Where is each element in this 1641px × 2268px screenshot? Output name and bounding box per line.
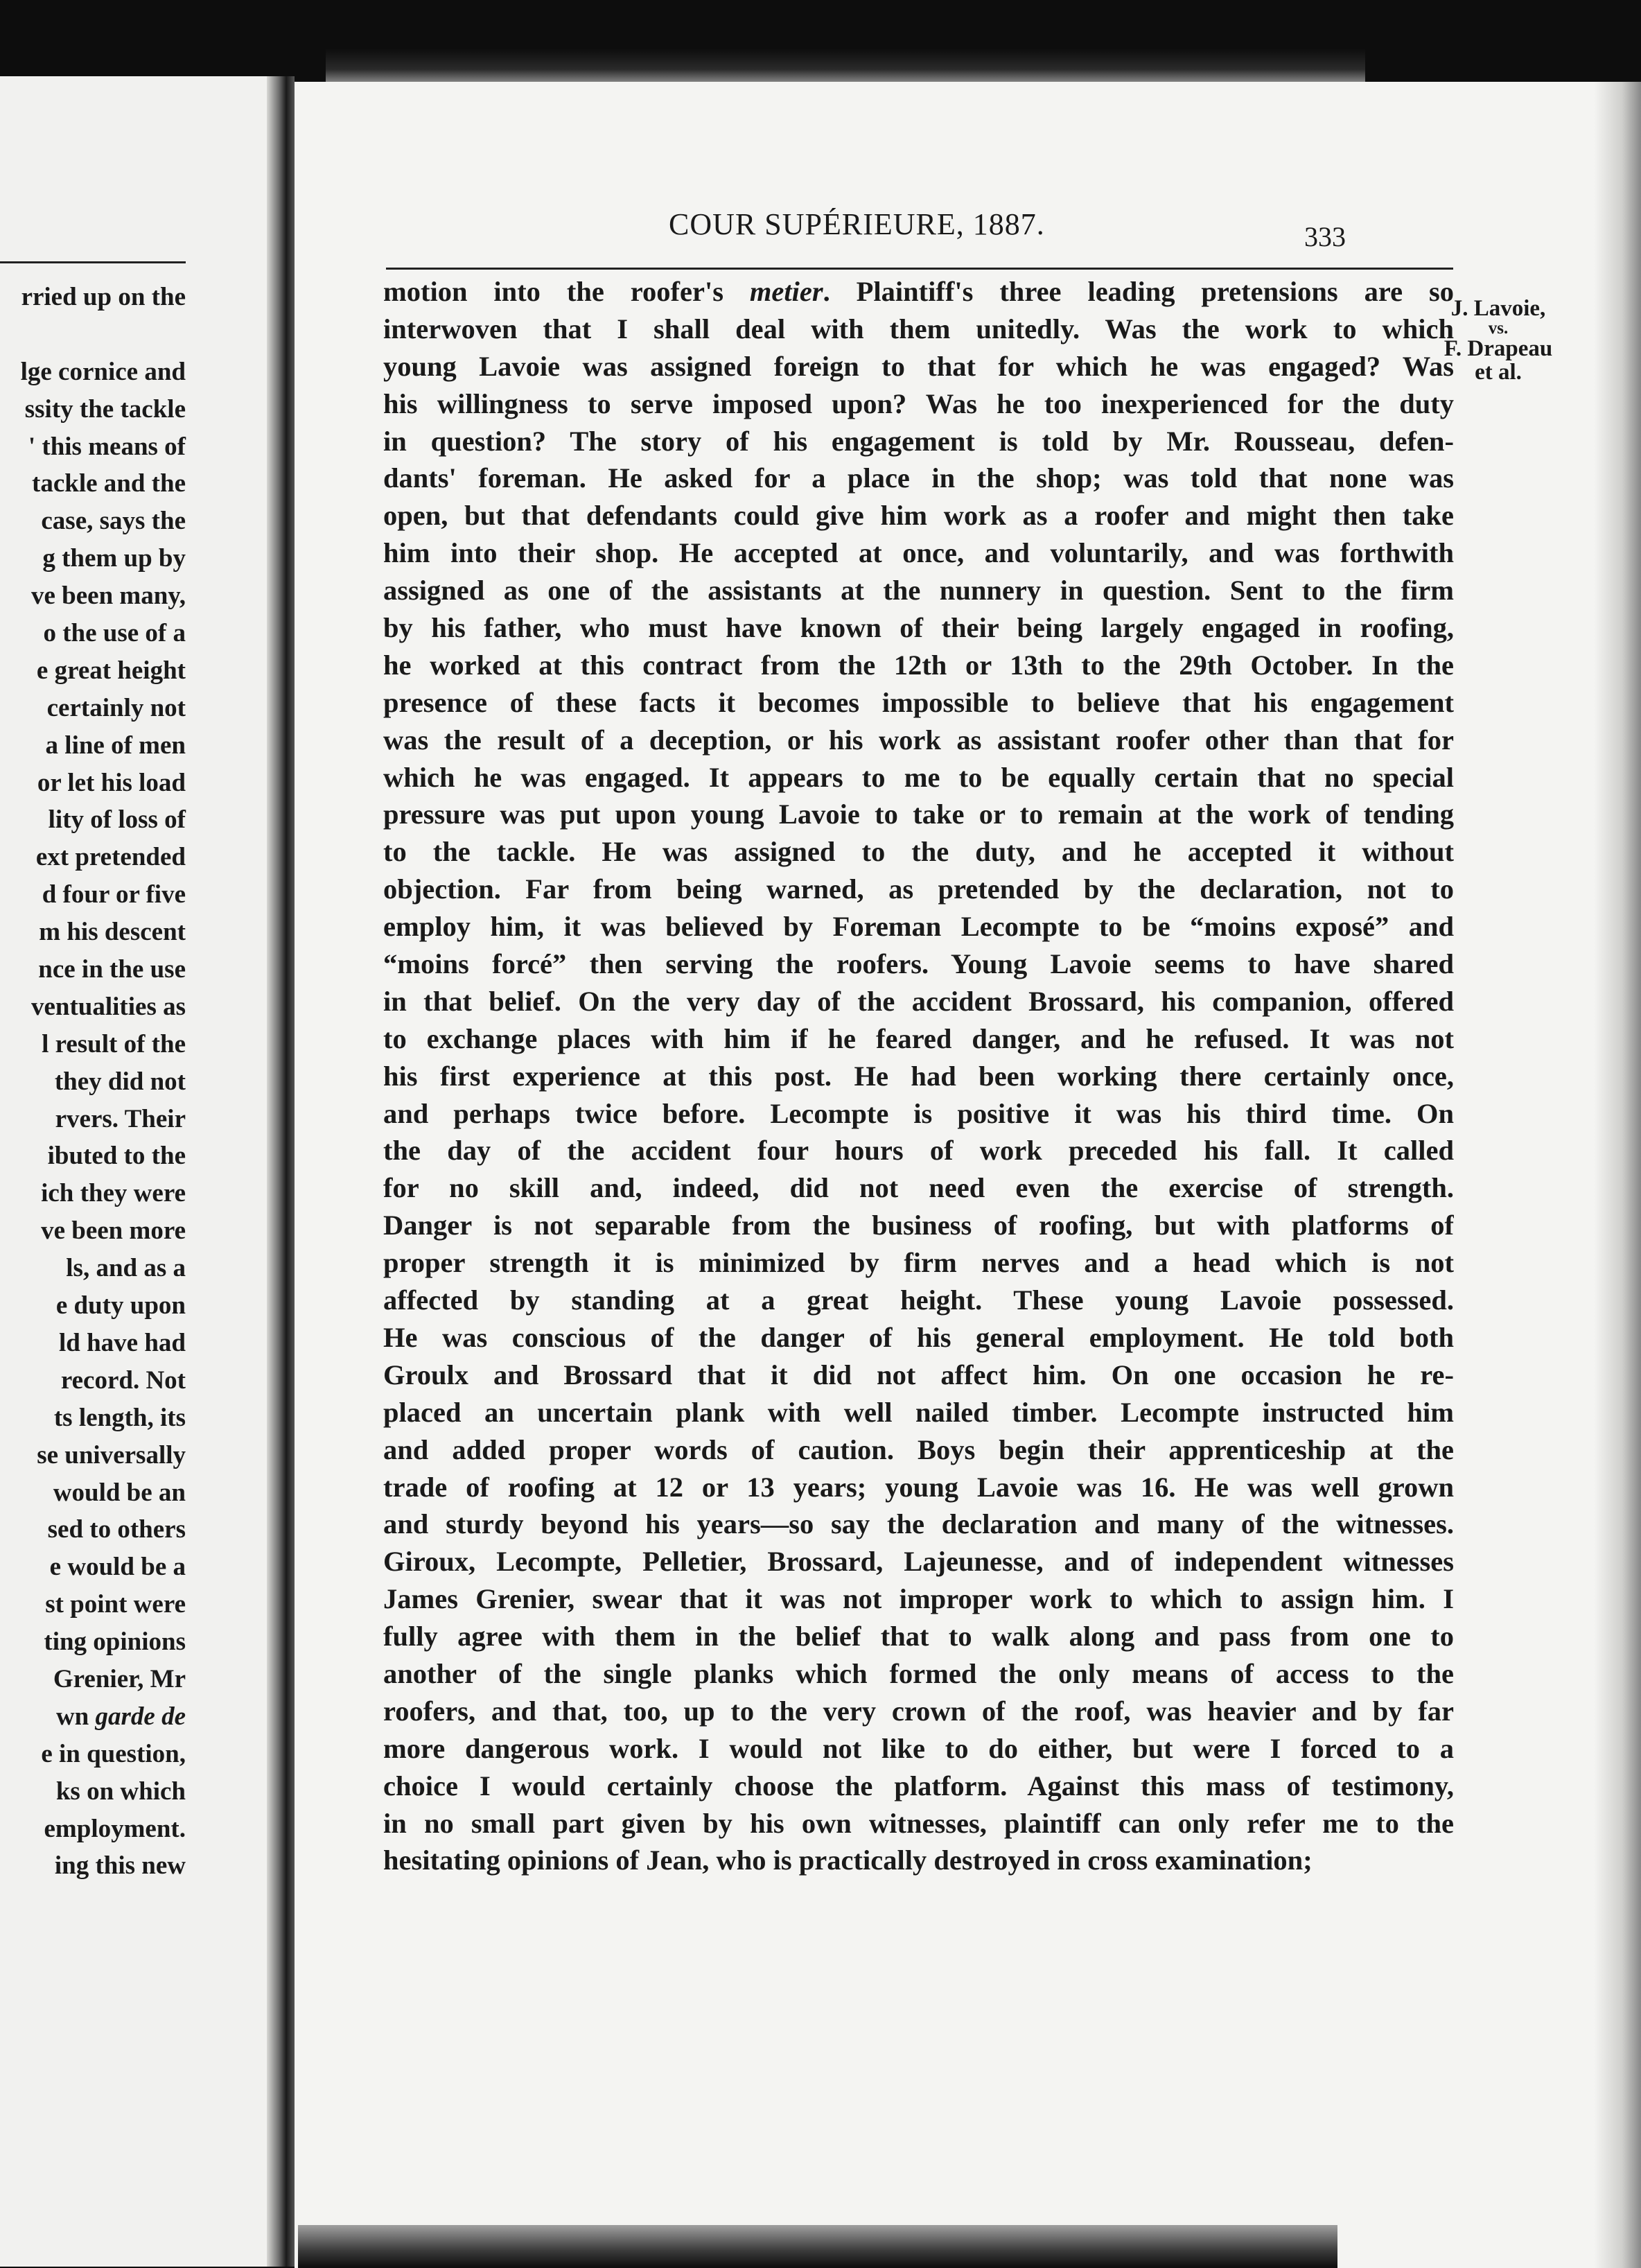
body-line: placed an uncertain plank with well nailed timber. Lecompte instructed him xyxy=(383,1396,1454,1428)
body-line: his willingness to serve imposed upon? Was he too inexperienced for the duty xyxy=(383,387,1454,419)
page-number: 333 xyxy=(1304,221,1346,252)
body-line: to the tackle. He was assigned to the duty, and he accepted it without xyxy=(383,836,1454,868)
head-rule xyxy=(386,268,1453,270)
left-page-line: ts length, its xyxy=(53,1403,186,1432)
body-line: pressure was put upon young Lavoie to take or to remain at the work of tending xyxy=(383,799,1454,830)
body-line: motion into the roofer's metier. Plaintiff's three leading pretensions are so xyxy=(383,276,1454,307)
left-page-line: ve been more xyxy=(41,1216,186,1246)
body-line: James Grenier, swear that it was not improper work to which to assign him. I xyxy=(383,1583,1454,1615)
left-page-line: e would be a xyxy=(49,1553,186,1582)
body-line: dants' foreman. He asked for a place in the shop; was told that none was xyxy=(383,462,1454,494)
left-page-line: or let his load xyxy=(37,768,186,797)
body-line: his first experience at this post. He had been working there certainly once, xyxy=(383,1060,1454,1092)
left-page-line: rried up on the xyxy=(21,283,186,311)
left-page-line: lity of loss of xyxy=(48,805,186,835)
left-page-line: ich they were xyxy=(41,1179,186,1208)
body-line: trade of roofing at 12 or 13 years; young Lavoie was 16. He was well grown xyxy=(383,1471,1454,1503)
left-page-line: tackle and the xyxy=(32,469,186,498)
left-page-line: ventualities as xyxy=(30,992,186,1021)
left-page-line: lge cornice and xyxy=(20,357,186,386)
left-page-line: ing this new xyxy=(54,1851,186,1881)
body-line: Danger is not separable from the business of roofing, but with platforms of xyxy=(383,1210,1454,1241)
body-line: presence of these facts it becomes impossible to believe that his engagement xyxy=(383,686,1454,718)
italic-word: garde de xyxy=(95,1702,186,1731)
body-line: fully agree with them in the belief that to walk along and pass from one to xyxy=(383,1621,1454,1652)
body-line: Giroux, Lecompte, Pelletier, Brossard, Lajeunesse, and of independent witnesses xyxy=(383,1546,1454,1578)
margin-note-et-al: et al. xyxy=(1475,360,1522,385)
left-page-line: Grenier, Mr xyxy=(53,1664,186,1693)
body-line: and sturdy beyond his years—so say the declaration and many of the witnesses. xyxy=(383,1508,1454,1540)
body-line: Groulx and Brossard that it did not affect him. On one occasion he re- xyxy=(383,1359,1454,1390)
left-page-line: certainly not xyxy=(46,693,186,722)
left-page-line: ks on which xyxy=(55,1777,186,1806)
left-page-line: ls, and as a xyxy=(66,1254,186,1283)
left-page-line: ibuted to the xyxy=(47,1142,186,1171)
left-head-rule xyxy=(0,261,186,263)
left-page-line: o the use of a xyxy=(43,619,186,648)
body-line: by his father, who must have known of their being largely engaged in roofing, xyxy=(383,612,1454,644)
body-line: and perhaps twice before. Lecompte is positive it was his third time. On xyxy=(383,1097,1454,1129)
body-line: him into their shop. He accepted at once, and voluntarily, and was forthwith xyxy=(383,537,1454,569)
body-line: He was conscious of the danger of his general employment. He told both xyxy=(383,1321,1454,1353)
left-page-line: record. Not xyxy=(60,1366,186,1395)
body-line: in question? The story of his engagement is told by Mr. Rousseau, defen- xyxy=(383,425,1454,457)
left-page-line: l result of the xyxy=(42,1029,186,1058)
left-page-line: e great height xyxy=(36,656,186,685)
scan-bottom-edge xyxy=(298,2225,1337,2268)
left-page-line: nce in the use xyxy=(38,955,186,984)
body-line: to exchange places with him if he feared danger, and he refused. It was not xyxy=(383,1022,1454,1054)
body-text xyxy=(383,273,1454,1879)
body-line: which he was engaged. It appears to me to be equally certain that no special xyxy=(383,761,1454,793)
body-line: was the result of a deception, or his work as assistant roofer other than that for xyxy=(383,724,1454,756)
page-333 xyxy=(295,82,1641,2268)
left-page-line: d four or five xyxy=(42,880,186,909)
body-line: for no skill and, indeed, did not need even the exercise of strength. xyxy=(383,1172,1454,1204)
left-page-line: ting opinions xyxy=(44,1628,186,1657)
body-line: in no small part given by his own witnesses, plaintiff can only refer me to the xyxy=(383,1807,1454,1839)
left-page-line: m his descent xyxy=(39,918,186,947)
body-line: interwoven that I shall deal with them unitedly. Was the work to which xyxy=(383,313,1454,344)
body-line: proper strength it is minimized by firm nerves and a head which is not xyxy=(383,1247,1454,1279)
body-line: open, but that defendants could give him work as a roofer and might then take xyxy=(383,500,1454,532)
body-line: employ him, it was believed by Foreman Lecompte to be “moins exposé” and xyxy=(383,911,1454,943)
left-page-line: ssity the tackle xyxy=(24,394,186,424)
scan-top-edge xyxy=(326,49,1365,83)
page-right-edge xyxy=(1594,82,1641,2268)
left-page-line: rvers. Their xyxy=(55,1104,186,1133)
left-page-line: ext pretended xyxy=(35,843,186,872)
body-line: and added proper words of caution. Boys begin their apprenticeship at the xyxy=(383,1433,1454,1465)
left-page-line: e in question, xyxy=(41,1739,186,1768)
margin-note-defendant: F. Drapeau xyxy=(1443,336,1553,361)
body-line: more dangerous work. I would not like to do either, but were I forced to a xyxy=(383,1732,1454,1764)
left-page-line: employment. xyxy=(44,1814,186,1843)
body-line: hesitating opinions of Jean, who is practically destroyed in cross examination; xyxy=(383,1844,1313,1876)
left-page-line: ' this means of xyxy=(28,432,186,461)
left-page-line: they did not xyxy=(54,1067,186,1096)
left-page-line: case, says the xyxy=(41,507,186,536)
left-page-line: would be an xyxy=(53,1478,186,1507)
left-page-line xyxy=(0,316,186,354)
left-page-line: g them up by xyxy=(42,544,186,573)
left-page-line: e duty upon xyxy=(55,1291,186,1320)
body-line: affected by standing at a great height. These young Lavoie possessed. xyxy=(383,1284,1454,1316)
body-line: he worked at this contract from the 12th or 13th to the 29th October. In the xyxy=(383,649,1454,681)
running-head: COUR SUPÉRIEURE, 1887. xyxy=(669,207,1045,241)
body-line: another of the single planks which formed the only means of access to the xyxy=(383,1657,1454,1689)
margin-note-plaintiff: J. Lavoie, xyxy=(1450,296,1546,321)
left-page-line: ve been many, xyxy=(30,582,186,611)
italic-word: metier xyxy=(749,276,823,307)
body-line: roofers, and that, too, up to the very crown of the roof, was heavier and by far xyxy=(383,1695,1454,1727)
left-page-fragment xyxy=(0,76,277,2267)
left-page-text xyxy=(0,279,186,1885)
body-line: in that belief. On the very day of the accident Brossard, his companion, offered xyxy=(383,985,1454,1017)
body-line: assigned as one of the assistants at the nunnery in question. Sent to the firm xyxy=(383,575,1454,607)
left-page-line: wn garde de xyxy=(55,1702,186,1731)
left-page-line: a line of men xyxy=(45,731,186,760)
left-page-line: ld have had xyxy=(58,1328,186,1357)
body-line: the day of the accident four hours of work preceded his fall. It called xyxy=(383,1135,1454,1167)
left-page-line: sed to others xyxy=(47,1515,186,1544)
body-line: objection. Far from being warned, as pretended by the declaration, not to xyxy=(383,873,1454,905)
body-line: “moins forcé” then serving the roofers. Young Lavoie seems to have shared xyxy=(383,948,1454,980)
body-line: young Lavoie was assigned foreign to that for which he was engaged? Was xyxy=(383,350,1454,382)
left-page-line: se universally xyxy=(37,1440,186,1469)
book-gutter xyxy=(267,76,295,2267)
left-page-line: st point were xyxy=(45,1590,186,1619)
margin-note-vs: vs. xyxy=(1488,319,1509,338)
body-line: choice I would certainly choose the platform. Against this mass of testimony, xyxy=(383,1770,1454,1802)
